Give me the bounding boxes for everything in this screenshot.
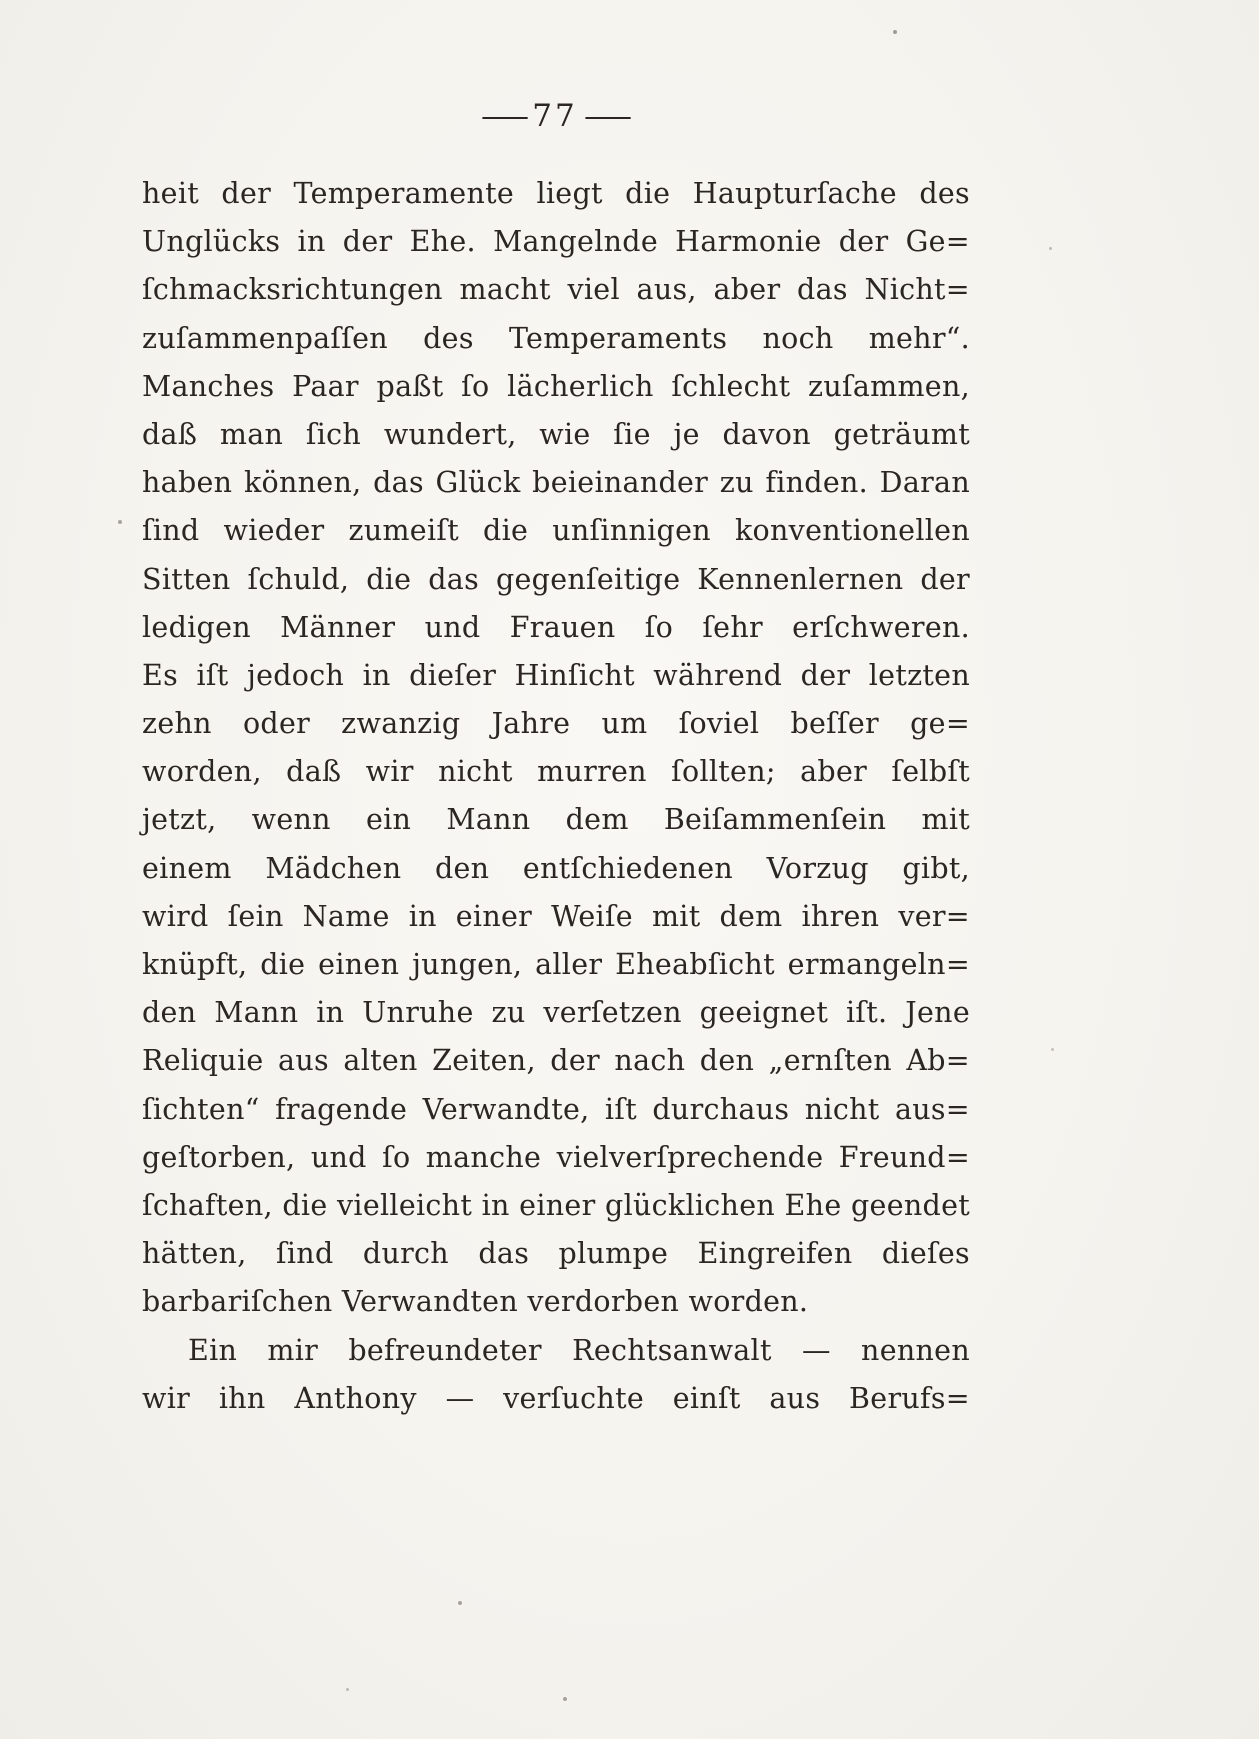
text-line: jetzt, wenn ein Mann dem Beiſammenſein mit [142,803,970,837]
text-line: einem Mädchen den entſchiedenen Vorzug gibt, [142,851,970,885]
text-line: wir ihn Anthony — verſuchte einſt aus Berufs= [142,1381,970,1415]
header-dash-right: — [583,98,630,134]
text-line: haben können, das Glück beieinander zu finden. Daran [142,466,970,500]
text-line: Unglücks in der Ehe. Mangelnde Harmonie der Ge= [142,225,970,259]
text-line: ſind wieder zumeiſt die unſinnigen konventionellen [142,514,970,548]
text-line: Es iſt jedoch in dieſer Hinſicht während der letzten [142,658,970,692]
text-line: den Mann in Unruhe zu verſetzen geeignet iſt. Jene [142,996,970,1030]
text-line: hätten, ſind durch das plumpe Eingreifen dieſes [142,1237,970,1271]
text-line: Ein mir befreundeter Rechtsanwalt — nennen [188,1333,970,1367]
text-line: zuſammenpaſſen des Temperaments noch mehr“. [142,321,970,355]
header-dash-left: — [480,98,527,134]
text-line: wird ſein Name in einer Weiſe mit dem ihren ver= [142,899,970,933]
text-line: Reliquie aus alten Zeiten, der nach den „ernſten Ab= [142,1044,970,1078]
text-line: ledigen Männer und Frauen ſo ſehr erſchweren. [142,610,970,644]
page-header [140,98,970,134]
scan-speck [893,30,897,34]
scan-speck [458,1601,462,1605]
text-line: ſichten“ fragende Verwandte, iſt durchaus nicht aus= [142,1092,970,1126]
text-line: daß man ſich wundert, wie ſie je davon geträumt [142,417,970,451]
scan-speck [1051,1048,1054,1051]
scan-speck [118,520,122,524]
scan-speck [346,1688,349,1691]
scan-speck [1049,247,1052,250]
text-line: Manches Paar paßt ſo lächerlich ſchlecht zuſammen, [142,369,970,403]
body-text [142,170,970,1423]
text-line: barbariſchen Verwandten verdorben worden. [142,1285,809,1319]
page-number: 77 [532,98,578,134]
scan-speck [563,1697,567,1701]
text-line: heit der Temperamente liegt die Haupturſache des [142,177,970,210]
text-line: zehn oder zwanzig Jahre um ſoviel beſſer ge= [142,707,970,741]
text-line: worden, daß wir nicht murren ſollten; aber ſelbſt [142,755,970,789]
text-line: ſchmacksrichtungen macht viel aus, aber das Nicht= [142,273,970,307]
text-line: ſchaften, die vielleicht in einer glücklichen Ehe geendet [142,1188,970,1222]
text-line: geſtorben, und ſo manche vielverſprechende Freund= [142,1140,970,1174]
text-line: knüpft, die einen jungen, aller Eheabſicht ermangeln= [142,948,970,981]
text-line: Sitten ſchuld, die das gegenſeitige Kennenlernen der [142,562,970,596]
